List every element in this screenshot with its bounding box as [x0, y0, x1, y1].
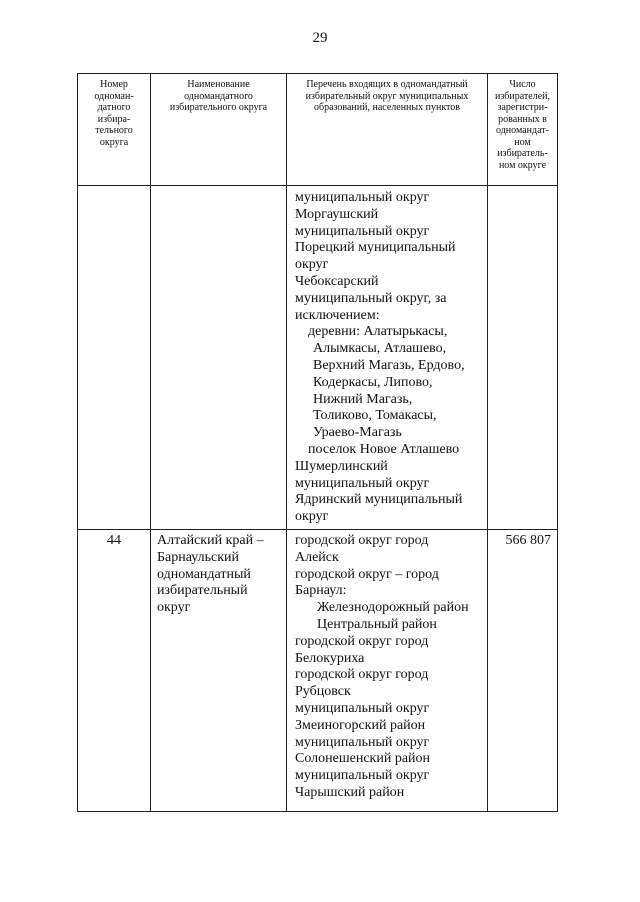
voter-count: 566 807 — [488, 530, 558, 812]
municipality-line: округ — [295, 257, 329, 273]
municipality-line: Чарышский район — [295, 784, 405, 800]
districts-table — [77, 73, 558, 812]
voter-count — [488, 186, 558, 530]
municipality-line: Верхний Магазь, Ердово, — [313, 357, 465, 373]
municipality-line: Шумерлинский — [295, 458, 388, 474]
municipality-line: Солонешенский район — [295, 751, 431, 767]
municipality-line: муниципальный округ, за — [295, 290, 447, 306]
municipality-line: Рубцовск — [295, 684, 351, 700]
table-row — [78, 186, 558, 530]
municipality-line: Кодеркасы, Липово, — [313, 374, 433, 390]
municipality-line: исключением: — [295, 307, 380, 323]
municipality-line: муниципальный округ — [295, 700, 430, 716]
municipality-line: муниципальный округ — [295, 223, 430, 239]
municipality-line: округ — [295, 509, 329, 525]
municipality-line: муниципальный округ — [295, 768, 430, 784]
page-number: 29 — [312, 30, 328, 46]
municipality-line: Ядринский муниципальный — [295, 492, 463, 508]
municipality-line: муниципальный округ — [295, 475, 430, 491]
header-name: Наименование одномандатного избирательного округа — [151, 74, 287, 186]
municipality-line: Ураево-Магазь — [313, 425, 402, 441]
municipality-list — [287, 186, 488, 530]
municipality-line: муниципальный округ — [295, 190, 430, 205]
municipality-line: городской округ город — [295, 533, 429, 548]
municipality-line: муниципальный округ — [295, 734, 430, 750]
municipality-line: Белокуриха — [295, 650, 365, 666]
header-list: Перечень входящих в одномандатный избирательный округ муниципальных образований, населенных пунктов — [287, 74, 488, 186]
municipality-line: городской округ город — [295, 633, 429, 649]
district-name: Алтайский край – Барнаульский одномандатный избирательный округ — [151, 530, 287, 812]
header-count: Число избирателей, зарегистри- рованных в одномандат- ном избиратель- ном округе — [488, 74, 558, 186]
municipality-line: Чебоксарский — [295, 273, 379, 289]
municipality-line: Алейск — [295, 549, 339, 565]
municipality-line: Змеиногорский район — [295, 717, 426, 733]
municipality-line: Барнаул: — [295, 583, 347, 599]
municipality-line: Нижний Магазь, — [313, 391, 413, 407]
municipality-line: поселок Новое Атлашево — [308, 441, 460, 457]
municipality-line: Алымкасы, Атлашево, — [313, 341, 447, 357]
table-header-row — [78, 74, 558, 186]
municipality-line: Порецкий муниципальный — [295, 240, 456, 256]
municipality-line: Центральный район — [317, 616, 437, 632]
municipality-line: деревни: Алатырькасы, — [308, 324, 448, 340]
district-number: 44 — [78, 530, 151, 812]
municipality-line: Железнодорожный район — [317, 600, 469, 616]
municipality-line: городской округ – город — [295, 566, 439, 582]
district-number — [78, 186, 151, 530]
table-row — [78, 530, 558, 812]
municipality-line: городской округ город — [295, 667, 429, 683]
municipality-list — [287, 530, 488, 812]
header-number: Номер одноман- датного избира- тельного округа — [78, 74, 151, 186]
municipality-line: Толиково, Томакасы, — [313, 408, 437, 424]
district-name — [151, 186, 287, 530]
municipality-line: Моргаушский — [295, 206, 379, 222]
